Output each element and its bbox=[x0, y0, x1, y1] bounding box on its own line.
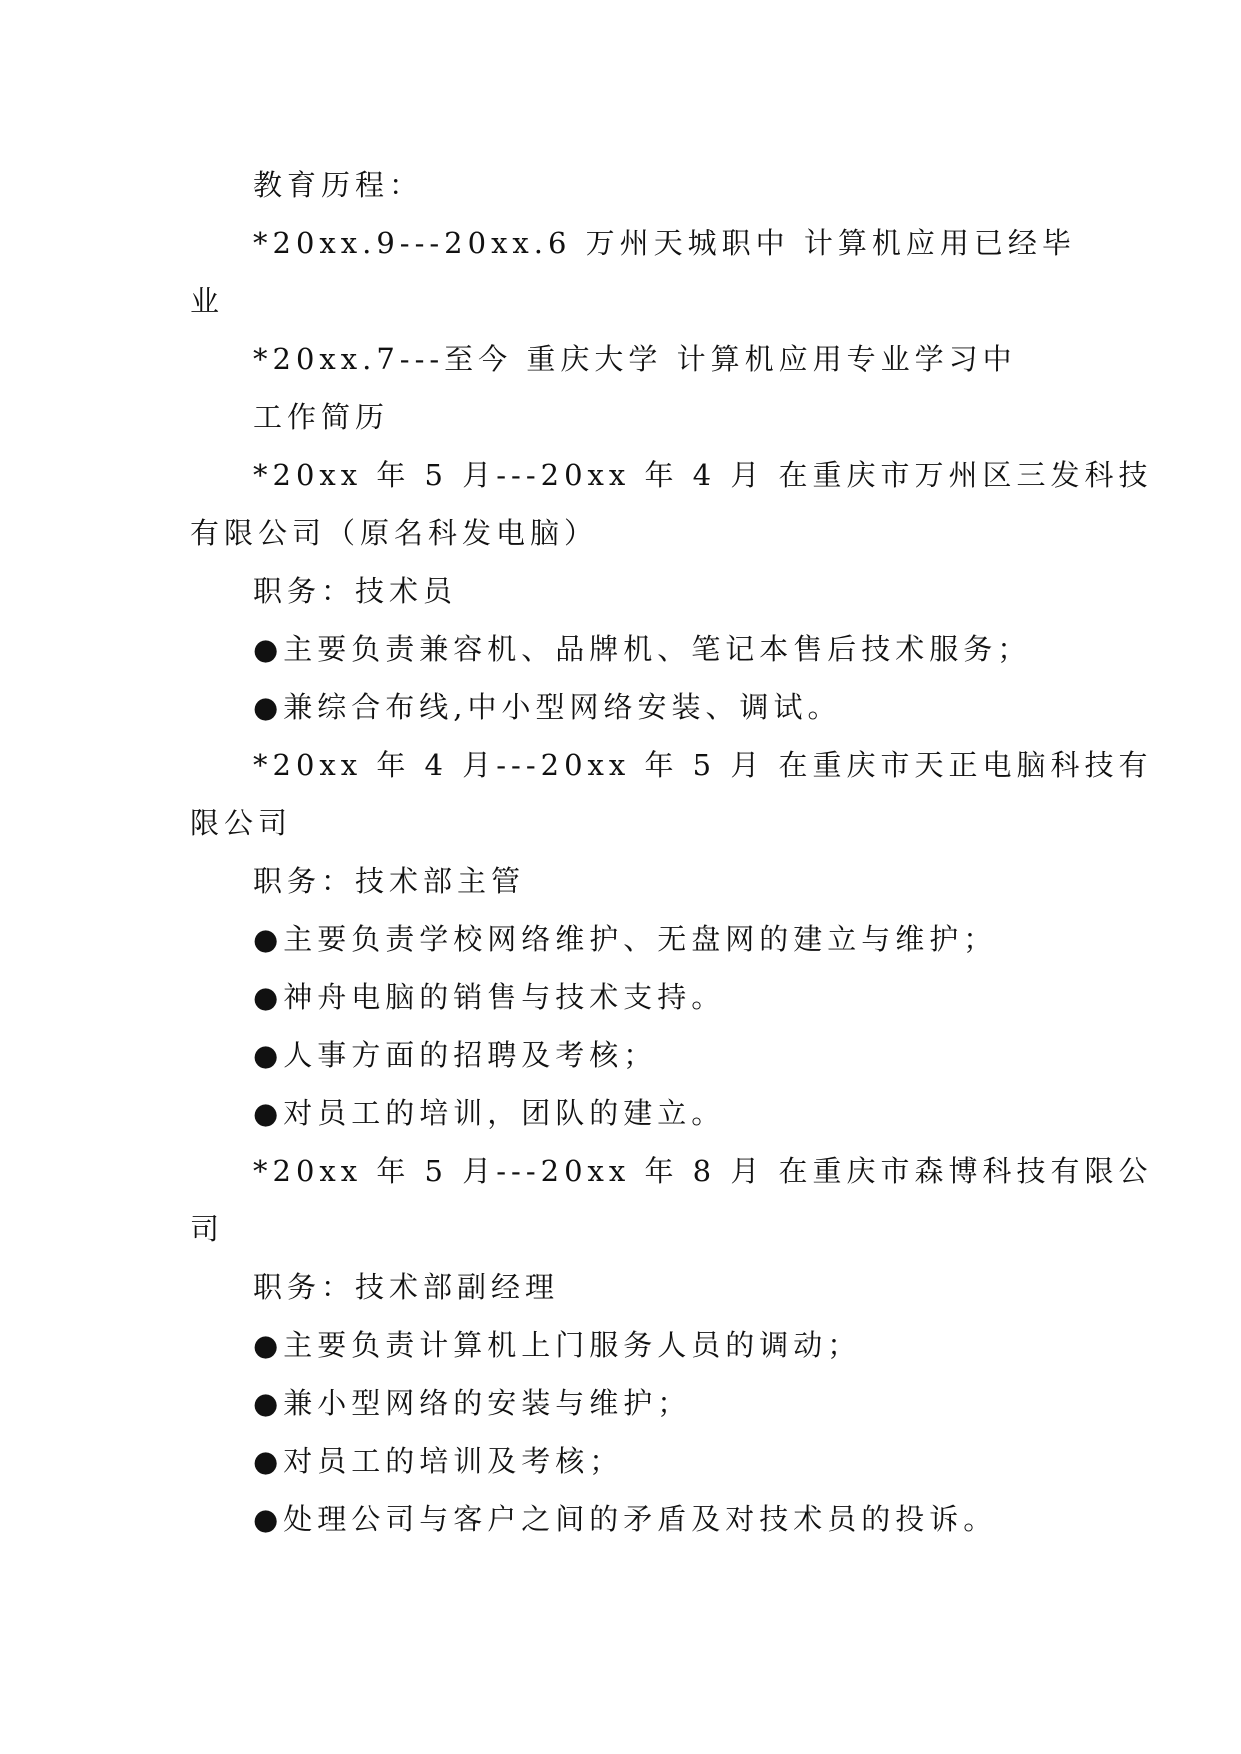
work-entry-2-continued: 限公司 bbox=[190, 806, 293, 840]
work-entry-2: *20xx 年 4 月---20xx 年 5 月 在重庆市天正电脑科技有 bbox=[253, 748, 1153, 782]
work-entry-1-duty: ●兼综合布线,中小型网络安装、调试。 bbox=[253, 690, 842, 724]
work-entry-1: *20xx 年 5 月---20xx 年 4 月 在重庆市万州区三发科技 bbox=[253, 458, 1153, 492]
education-entry-1: *20xx.9---20xx.6 万州天城职中 计算机应用已经毕 bbox=[253, 226, 1076, 260]
work-entry-3-duty: ●主要负责计算机上门服务人员的调动； bbox=[253, 1328, 862, 1362]
work-entry-1-position: 职务：技术员 bbox=[253, 574, 458, 608]
section-heading-work: 工作简历 bbox=[253, 400, 390, 434]
work-entry-2-position: 职务：技术部主管 bbox=[253, 864, 526, 898]
work-entry-2-duty: ●对员工的培训，团队的建立。 bbox=[253, 1096, 726, 1130]
education-entry-1-continued: 业 bbox=[190, 284, 225, 318]
work-entry-2-duty: ●主要负责学校网络维护、无盘网的建立与维护； bbox=[253, 922, 998, 956]
work-entry-3-duty: ●处理公司与客户之间的矛盾及对技术员的投诉。 bbox=[253, 1502, 998, 1536]
work-entry-1-continued: 有限公司（原名科发电脑） bbox=[190, 516, 599, 550]
work-entry-2-duty: ●人事方面的招聘及考核； bbox=[253, 1038, 658, 1072]
work-entry-3-continued: 司 bbox=[190, 1212, 225, 1246]
work-entry-3-duty: ●对员工的培训及考核； bbox=[253, 1444, 624, 1478]
education-entry-2: *20xx.7---至今 重庆大学 计算机应用专业学习中 bbox=[253, 342, 1017, 376]
work-entry-1-duty: ●主要负责兼容机、品牌机、笔记本售后技术服务； bbox=[253, 632, 1032, 666]
section-heading-education: 教育历程： bbox=[253, 168, 424, 202]
work-entry-3-duty: ●兼小型网络的安装与维护； bbox=[253, 1386, 692, 1420]
work-entry-2-duty: ●神舟电脑的销售与技术支持。 bbox=[253, 980, 726, 1014]
work-entry-3-position: 职务：技术部副经理 bbox=[253, 1270, 560, 1304]
work-entry-3: *20xx 年 5 月---20xx 年 8 月 在重庆市森博科技有限公 bbox=[253, 1154, 1153, 1188]
